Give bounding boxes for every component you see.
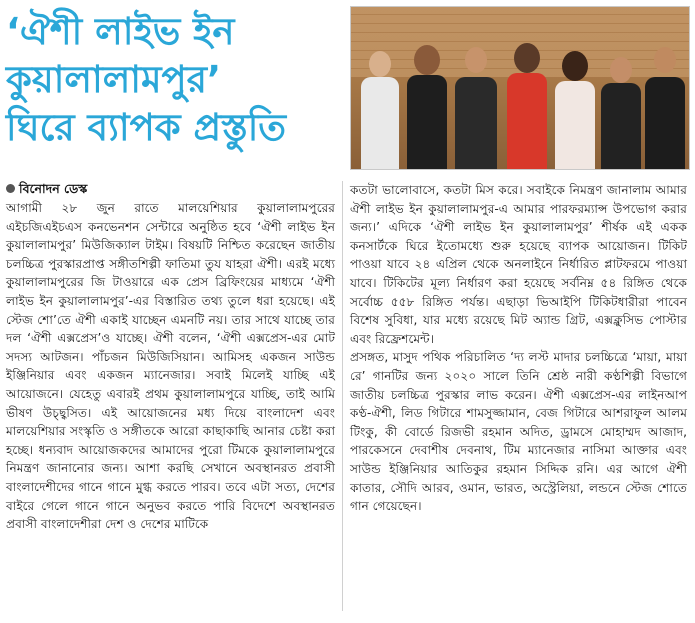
headline-line-3: ঘিরে ব্যাপক প্রস্তুতি [6,106,287,149]
photo-person [645,33,685,169]
byline-text: বিনোদন ডেস্ক [19,181,88,196]
byline [6,181,87,201]
headline-line-2: কুয়ালালামপুর’ [6,58,222,101]
byline-bullet-icon [6,184,15,193]
photo-person [455,33,497,169]
article-column-left [6,199,335,534]
photo-person [507,31,547,169]
group-photo [350,6,690,170]
article-paragraph: প্রসঙ্গত, মাসুদ পথিক পরিচালিত ‘দ্য লস্ট মাদার চলচ্চিত্রে ‘মায়া, মায়া রে’ গানটির জন্য ২০২০ সালে তিনি শ্রেষ্ঠ নারী কণ্ঠশিল্পী বিভাগে জাতীয় চলচ্চিত্র পুরস্কার লাভ করেন। ঐশী এক্সপ্রেস-এর লাইনআপ কণ্ঠ-ঐশী, লিড গিটারে শামসুজ্জামান, বেজ গিটারে আশরাফুল আলম টিংকু, কী বোর্ডে রিজভী রহমান অদিত, ড্রামসে মোহাম্মদ আজাদ, পারকেসনে দেবাশীষ দেবনাথ, টিম ম্যানেজার নাসিমা আক্তার এবং সাউন্ড ইঞ্জিনিয়ার আতিকুর রহমান সিদ্দিক রনি। এর আগে ঐশী কাতার, সৌদি আরব, ওমান, ভারত, অস্ট্রেলিয়া, লন্ডনে স্টেজ শোতে গান গেয়েছেন। [350,350,687,514]
headline-line-1: ‘ঐশী লাইভ ইন [6,10,235,53]
photo-person [555,37,595,169]
article-paragraph: আগামী ২৮ জুন রাতে মালয়েশিয়ার কুয়ালালামপুরের এইচজিএইচএস কনভেনশন সেন্টারে অনুষ্ঠিত হবে ‘ঐশী লাইভ ইন কুয়ালালামপুর’ মিউজিক্যাল টাইম। বিষয়টি নিশ্চিত করেছেন জাতীয় চলচ্চিত্র পুরস্কারপ্রাপ্ত সঙ্গীতশিল্পী ফাতিমা তুয যাহরা ঐশী। এরই মধ্যে কুয়ালালামপুরের জি টাওয়ারে এক প্রেস ব্রিফিংয়ের মাধ্যমে ‘ঐশী লাইভ ইন কুয়ালালামপুর’-এর বিস্তারিত তথ্য তুলে ধরা হয়েছে। এই স্টেজ শো’তে ঐশী একাই যাচ্ছেন এমনটি নয়। তার সাথে যাচ্ছে তার দল ‘ঐশী এক্সপ্রেস’ও যাচ্ছে। ঐশী বলেন, ‘ঐশী এক্সপ্রেস-এর মোট সদস্য আটজন। পাঁচজন মিউজিসিয়ান। আমিসহ একজন সাউন্ড ইঞ্জিনিয়ার এবং একজন ম্যানেজার। সবাই মিলেই যাচ্ছি এই আয়োজনে। যেহেতু এবারই প্রথম কুয়ালালামপুরে যাচ্ছি, তাই আমি ভীষণ উচ্ছ্বসিত। এই আয়োজনের মধ্য দিয়ে বাংলাদেশ এবং মালয়েশিয়ার সংস্কৃতি ও সঙ্গীতকে আরো কাছাকাছি আনার চেষ্টা করা হচ্ছে। ধন্যবাদ আয়োজকদের আমাদের পুরো টিমকে কুয়ালালামপুরে নিমন্ত্রণ জানানোর জন্য। আশা করছি সেখানে অবস্থানরত প্রবাসী বাংলাদেশীদের গানে গানে মুগ্ধ করতে পারব। তবে এটা সত্য, দেশের বাইরে গেলে গানে গানে অনুভব করতে পারি বিদেশে অবস্থানরত প্রবাসী বাংলাদেশীরা দেশ ও দেশের মাটিকে [6,201,335,532]
photo-person [407,35,447,169]
photo-person [601,41,641,169]
column-divider [342,181,343,611]
article-column-right [350,181,687,516]
article-paragraph: কতটা ভালোবাসে, কতটা মিস করে। সবাইকে নিমন্ত্রণ জানালাম আমার ঐশী লাইভ ইন কুয়ালালামপুর-এ আমার পারফরম্যান্স উপভোগ করার জন্য।’ এদিকে ‘ঐশী লাইভ ইন কুয়ালালামপুর’ শীর্ষক এই একক কনসার্টকে ঘিরে ইতোমধ্যে শুরু হয়েছে ব্যাপক আয়োজন। টিকিট পাওয়া যাবে ২৪ এপ্রিল থেকে অনলাইনে নির্ধারিত প্লাটফরমে পাওয়া যাবে। টিকিটের মূল্য নির্ধারণ করা হয়েছে সর্বনিম্ন ৫৪ রিঙ্গিত থেকে সর্বোচ্চ ৫৫৮ রিঙ্গিত পর্যন্ত। এছাড়া ভিআইপি টিকিটধারীরা পাবেন বিশেষ সুবিধা, যার মধ্যে রয়েছে মিট অ্যান্ড গ্রিট, এক্সক্লুসিভ পোস্টার এবং রিফ্রেশমেন্ট। [350,183,687,346]
photo-person [361,39,399,169]
headline [6,8,341,152]
